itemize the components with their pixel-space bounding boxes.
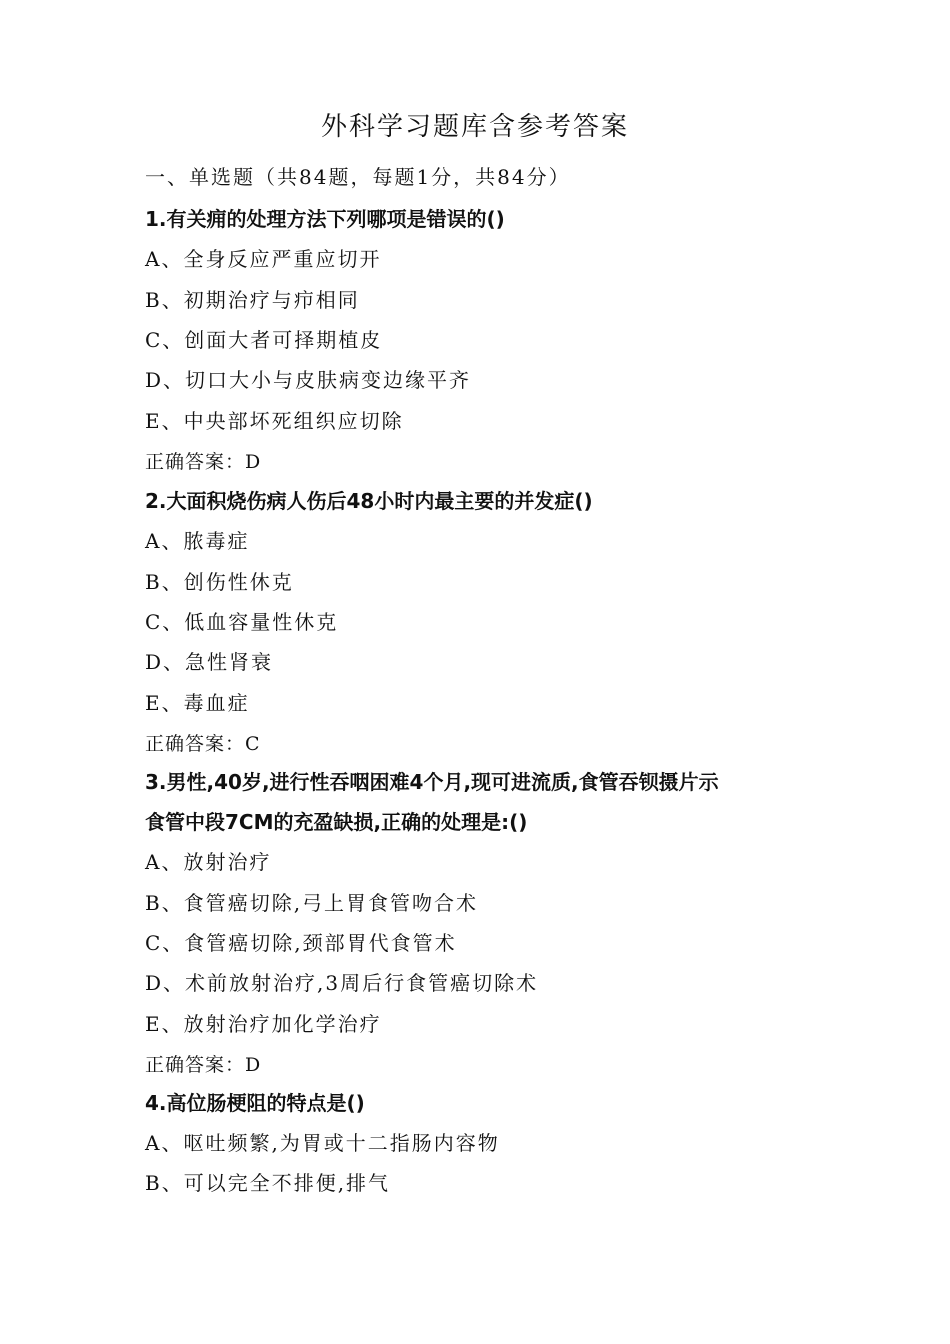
question-4-stem: 4.高位肠梗阻的特点是(): [145, 1091, 365, 1115]
question-4-option-b: B、可以完全不排便,排气: [145, 1171, 391, 1195]
question-3-stem-line-1: 3.男性,40岁,进行性吞咽困难4个月,现可进流质,食管吞钡摄片示: [145, 770, 719, 794]
question-3-option-b: B、食管癌切除,弓上胃食管吻合术: [145, 891, 479, 915]
question-4-option-a: A、呕吐频繁,为胃或十二指肠内容物: [145, 1131, 500, 1155]
question-2-stem: 2.大面积烧伤病人伤后48小时内最主要的并发症(): [145, 489, 593, 513]
question-1-option-b: B、初期治疗与疖相同: [145, 288, 360, 312]
question-3-option-c: C、食管癌切除,颈部胃代食管术: [145, 931, 457, 955]
question-3-option-d: D、术前放射治疗,3周后行食管癌切除术: [145, 971, 539, 995]
question-2-option-e: E、毒血症: [145, 691, 250, 715]
question-1-option-a: A、全身反应严重应切开: [145, 247, 382, 271]
question-2-answer: 正确答案：C: [145, 733, 261, 755]
section-heading: 一、单选题（共84题，每题1分，共84分）: [145, 165, 571, 189]
question-3-stem-line-2: 食管中段7CM的充盈缺损,正确的处理是:(): [145, 810, 528, 834]
question-3-answer: 正确答案：D: [145, 1054, 262, 1076]
question-3-option-a: A、放射治疗: [145, 850, 272, 874]
question-1-option-e: E、中央部坏死组织应切除: [145, 409, 404, 433]
question-1-option-d: D、切口大小与皮肤病变边缘平齐: [145, 368, 472, 392]
question-2-option-c: C、低血容量性休克: [145, 610, 339, 634]
question-2-option-d: D、急性肾衰: [145, 650, 274, 674]
question-2-option-b: B、创伤性休克: [145, 570, 294, 594]
question-1-option-c: C、创面大者可择期植皮: [145, 328, 383, 352]
document-title: 外科学习题库含参考答案: [320, 112, 629, 142]
question-2-option-a: A、脓毒症: [145, 529, 250, 553]
question-1-stem: 1.有关痈的处理方法下列哪项是错误的(): [145, 207, 505, 231]
question-3-option-e: E、放射治疗加化学治疗: [145, 1012, 382, 1036]
question-1-answer: 正确答案：D: [145, 451, 262, 473]
